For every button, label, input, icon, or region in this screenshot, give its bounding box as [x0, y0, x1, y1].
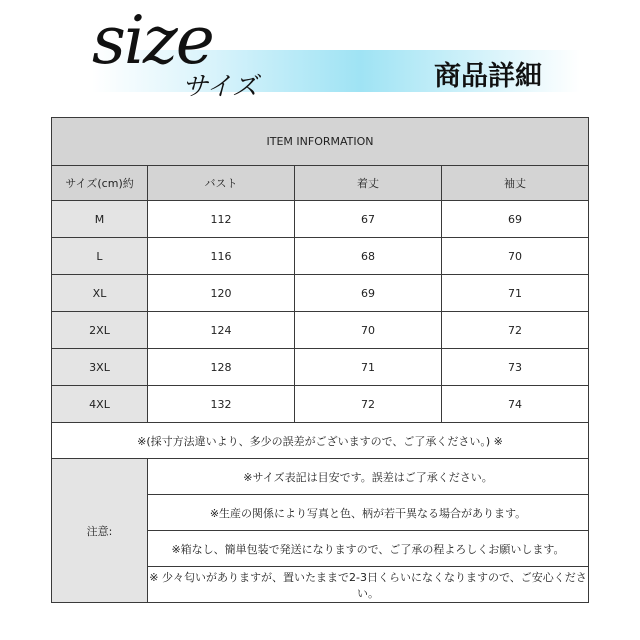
table-row — [52, 275, 589, 312]
size-kana: サイズ — [182, 72, 258, 102]
size-cell: 3XL — [52, 349, 148, 386]
size-script-word: size — [92, 2, 213, 79]
measurement-footnote: ※(採寸方法違いより、多少の誤差がございますので、ご了承ください。) ※ — [52, 423, 589, 459]
length-cell: 72 — [295, 386, 442, 423]
col-header-length: 着丈 — [295, 166, 442, 201]
product-details-title: 商品詳細 — [434, 61, 542, 92]
sleeve-cell: 73 — [442, 349, 589, 386]
col-header-sleeve: 袖丈 — [442, 166, 589, 201]
table-row — [52, 238, 589, 275]
length-cell: 69 — [295, 275, 442, 312]
length-cell: 70 — [295, 312, 442, 349]
table-title: ITEM INFORMATION — [52, 118, 589, 166]
note-item: ※サイズ表記は目安です。誤差はご了承ください。 — [148, 459, 589, 495]
sleeve-cell: 71 — [442, 275, 589, 312]
bust-cell: 120 — [148, 275, 295, 312]
size-table — [51, 117, 589, 603]
table-row — [52, 312, 589, 349]
table-row — [52, 386, 589, 423]
size-cell: M — [52, 201, 148, 238]
length-cell: 71 — [295, 349, 442, 386]
table-row — [52, 201, 589, 238]
size-cell: 2XL — [52, 312, 148, 349]
sleeve-cell: 72 — [442, 312, 589, 349]
sleeve-cell: 70 — [442, 238, 589, 275]
col-header-bust: バスト — [148, 166, 295, 201]
bust-cell: 128 — [148, 349, 295, 386]
note-item: ※ 少々匂いがありますが、置いたままで2-3日くらいになくなりますので、ご安心ください。 — [148, 567, 589, 603]
size-cell: 4XL — [52, 386, 148, 423]
sleeve-cell: 74 — [442, 386, 589, 423]
bust-cell: 132 — [148, 386, 295, 423]
notes-label: 注意: — [52, 459, 148, 603]
length-cell: 68 — [295, 238, 442, 275]
bust-cell: 124 — [148, 312, 295, 349]
size-cell: XL — [52, 275, 148, 312]
length-cell: 67 — [295, 201, 442, 238]
sleeve-cell: 69 — [442, 201, 589, 238]
table-row — [52, 349, 589, 386]
size-cell: L — [52, 238, 148, 275]
note-item: ※箱なし、簡単包装で発送になりますので、ご了承の程よろしくお願いします。 — [148, 531, 589, 567]
col-header-size: サイズ(cm)約 — [52, 166, 148, 201]
note-item: ※生産の関係により写真と色、柄が若干異なる場合があります。 — [148, 495, 589, 531]
bust-cell: 116 — [148, 238, 295, 275]
bust-cell: 112 — [148, 201, 295, 238]
header — [0, 0, 640, 118]
